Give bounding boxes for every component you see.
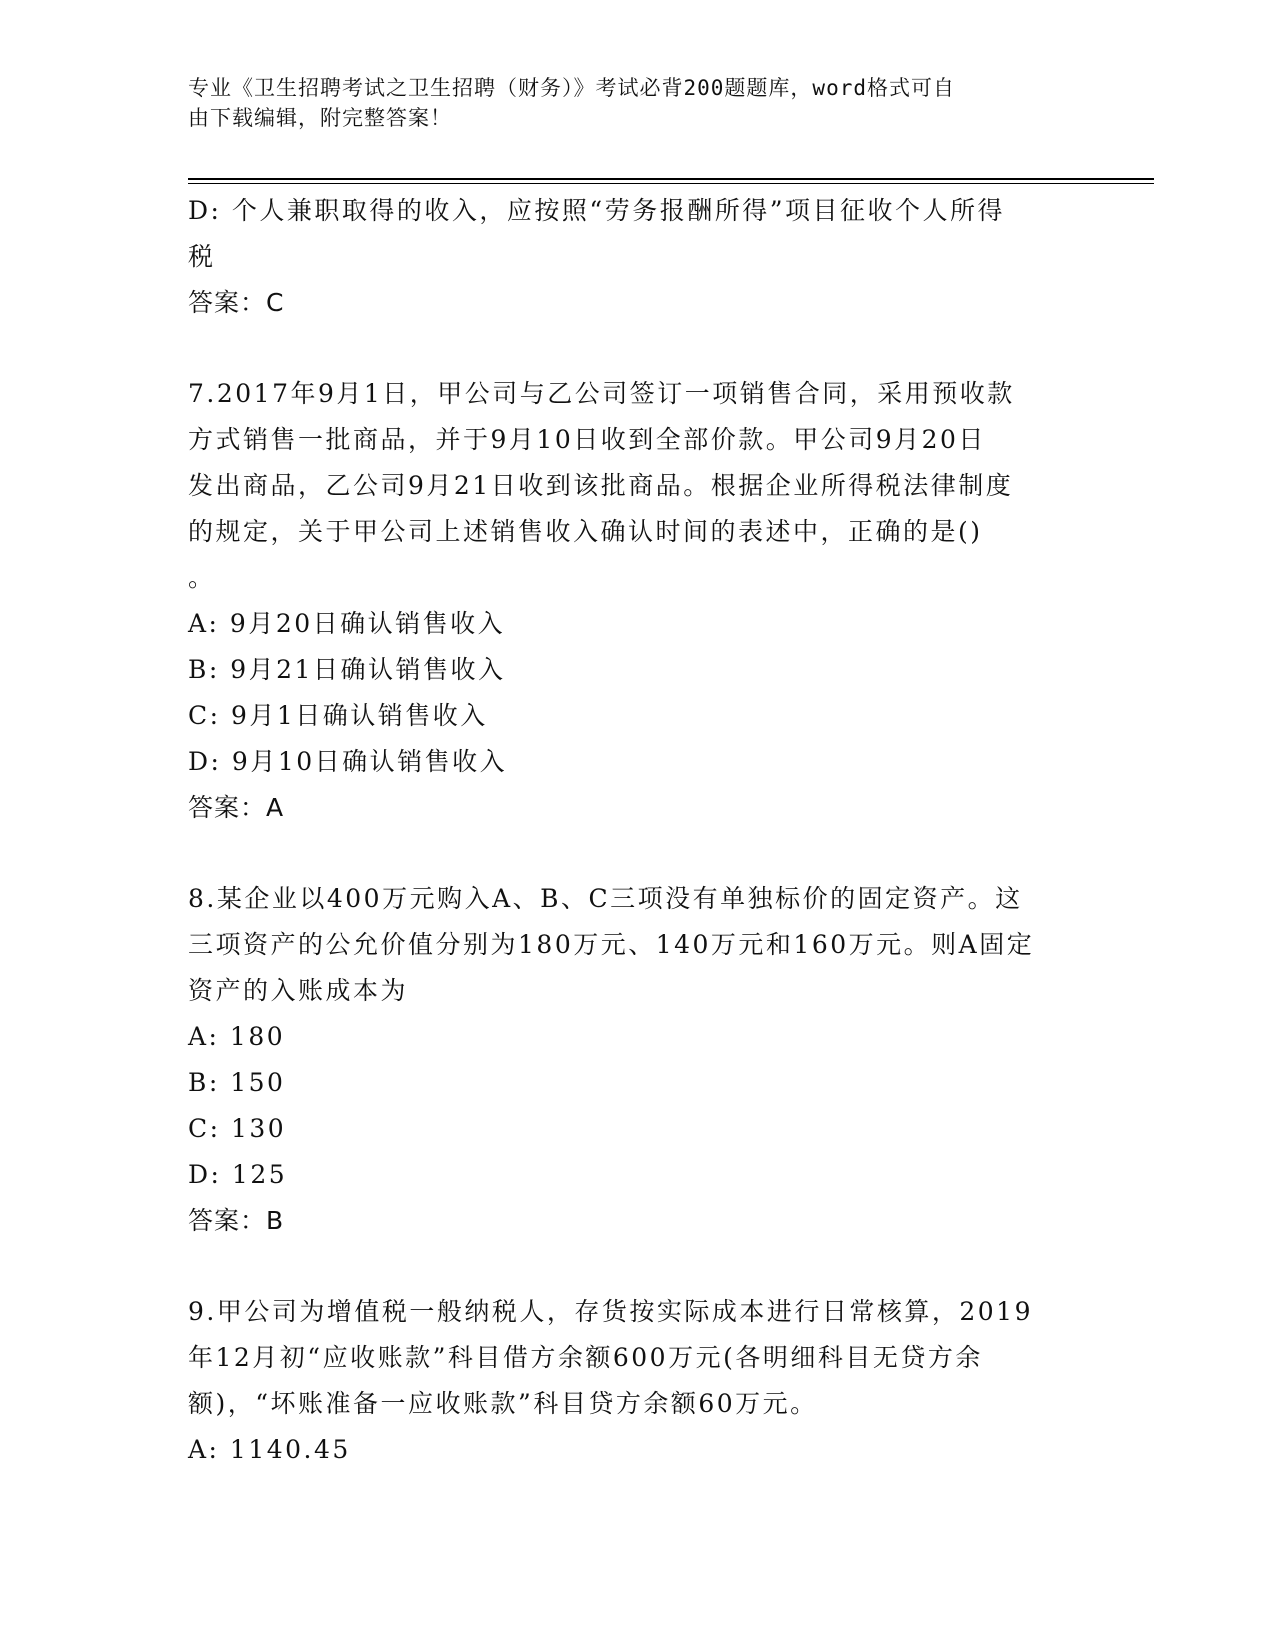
option-a: A: 9月20日确认销售收入 bbox=[188, 609, 506, 638]
header-title-line-2: 由下载编辑，附完整答案！ bbox=[188, 106, 452, 130]
question-stem-line: 8.某企业以400万元购入A、B、C三项没有单独标价的固定资产。这 bbox=[188, 884, 1023, 913]
question-stem-line: 额)，“坏账准备一应收账款”科目贷方余额60万元。 bbox=[188, 1389, 818, 1418]
answer-label: 答案：B bbox=[188, 1206, 285, 1235]
question-9 bbox=[188, 1289, 1088, 1473]
question-stem-line: 三项资产的公允价值分别为180万元、140万元和160万元。则A固定 bbox=[188, 930, 1035, 959]
question-stem-line: 年12月初“应收账款”科目借方余额600万元(各明细科目无贷方余 bbox=[188, 1343, 983, 1372]
spacer bbox=[188, 326, 1088, 371]
question-stem-line: 7.2017年9月1日，甲公司与乙公司签订一项销售合同，采用预收款 bbox=[188, 379, 1015, 408]
option-d-text: D: 个人兼职取得的收入，应按照“劳务报酬所得”项目征收个人所得 bbox=[188, 196, 1005, 225]
question-6-tail bbox=[188, 188, 1088, 326]
option-a: A: 180 bbox=[188, 1022, 286, 1051]
header-title-line-1: 专业《卫生招聘考试之卫生招聘（财务）》考试必背200题题库，word格式可自 bbox=[188, 76, 955, 100]
option-d: D: 125 bbox=[188, 1160, 288, 1189]
answer-label: 答案：A bbox=[188, 793, 285, 822]
question-stem-line: 发出商品，乙公司9月21日收到该批商品。根据企业所得税法律制度 bbox=[188, 471, 1014, 500]
option-b: B: 9月21日确认销售收入 bbox=[188, 655, 506, 684]
question-stem-line: 9.甲公司为增值税一般纳税人，存货按实际成本进行日常核算，2019 bbox=[188, 1297, 1033, 1326]
option-d-text-continued: 税 bbox=[188, 242, 216, 271]
spacer bbox=[188, 1244, 1088, 1289]
answer-label: 答案：C bbox=[188, 288, 285, 317]
header-divider-thick bbox=[188, 178, 1154, 180]
document-body bbox=[188, 188, 1088, 1473]
spacer bbox=[188, 831, 1088, 876]
question-stem-line: 资产的入账成本为 bbox=[188, 976, 409, 1005]
option-d: D: 9月10日确认销售收入 bbox=[188, 747, 508, 776]
option-a: A: 1140.45 bbox=[188, 1435, 351, 1464]
question-stem-line: 。 bbox=[188, 563, 216, 592]
document-header bbox=[188, 73, 1068, 133]
option-c: C: 9月1日确认销售收入 bbox=[188, 701, 488, 730]
question-8 bbox=[188, 876, 1088, 1244]
header-divider-thin bbox=[188, 183, 1154, 184]
option-b: B: 150 bbox=[188, 1068, 286, 1097]
option-c: C: 130 bbox=[188, 1114, 287, 1143]
question-7 bbox=[188, 371, 1088, 831]
question-stem-line: 的规定，关于甲公司上述销售收入确认时间的表述中，正确的是() bbox=[188, 517, 983, 546]
question-stem-line: 方式销售一批商品，并于9月10日收到全部价款。甲公司9月20日 bbox=[188, 425, 986, 454]
